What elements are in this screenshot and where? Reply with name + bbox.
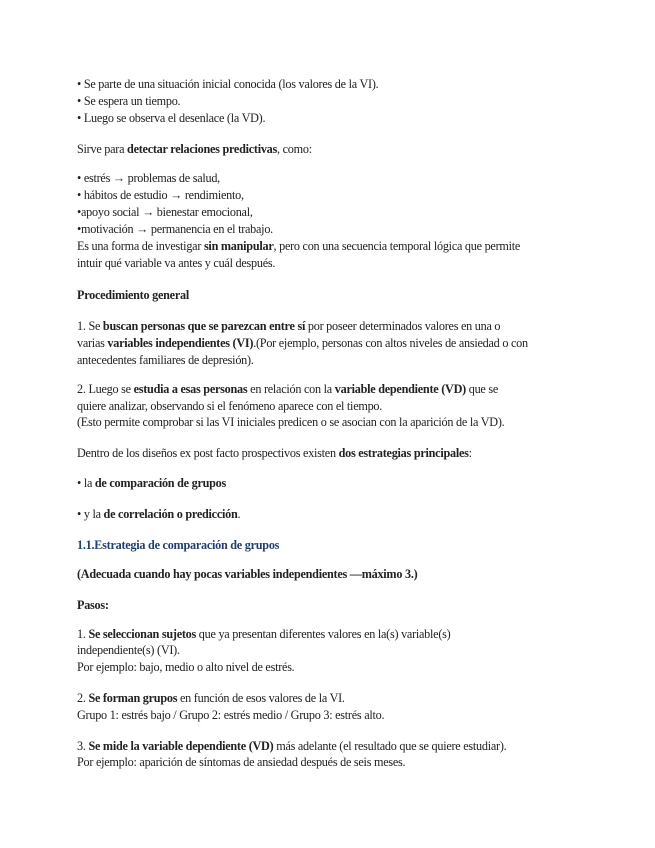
intro-bullet-2: • Se espera un tiempo. xyxy=(77,94,181,108)
section-heading: 1.1.Estrategia de comparación de grupos xyxy=(77,538,280,552)
example-1: • estrés → problemas de salud, xyxy=(77,171,220,185)
procedure-title-text: Procedimiento general xyxy=(77,288,189,302)
strat2-post: . xyxy=(237,507,241,521)
example-3: •apoyo social → bienestar emocional, xyxy=(77,205,253,219)
adecuada-text: (Adecuada cuando hay pocas variables independientes —máximo 3.) xyxy=(77,567,418,581)
step3-b: más adelante (el resultado que se quiere estudiar). xyxy=(273,739,507,753)
example-4: •motivación → permanencia en el trabajo. xyxy=(77,222,273,236)
step-2-line-2: Grupo 1: estrés bajo / Grupo 2: estrés medio / Grupo 3: estrés alto. xyxy=(77,708,385,722)
step-1-line-2: independiente(s) (VI). xyxy=(77,643,180,657)
p1-e: .(Por ejemplo, personas con altos niveles de ansiedad o con xyxy=(253,336,528,350)
p2-line-2: quiere analizar, observando si el fenómeno aparece con el tiempo. xyxy=(77,399,383,413)
p1-d: varias xyxy=(77,336,108,350)
pasos-text: Pasos: xyxy=(77,598,109,612)
p1-b1: buscan personas que se parezcan entre sí xyxy=(102,319,306,333)
p1-line-2 xyxy=(77,336,528,351)
step2-bold: Se forman grupos xyxy=(88,691,178,705)
strat2-pre: • y la xyxy=(77,507,104,521)
dentro-bold: dos estrategias principales xyxy=(338,446,469,460)
p1-b2: variables independientes (VI) xyxy=(107,336,254,350)
strat1-bold: de comparación de grupos xyxy=(94,476,227,490)
dentro-post: : xyxy=(468,446,472,460)
p2-a: 2. Luego se xyxy=(77,382,134,396)
step-3-line-2: Por ejemplo: aparición de síntomas de ansiedad después de seis meses. xyxy=(77,755,406,769)
p1-a: 1. Se xyxy=(77,319,103,333)
p2-line-3: (Esto permite comprobar si las VI iniciales predicen o se asocian con la aparición de la VD). xyxy=(77,415,505,429)
forma-pre: Es una forma de investigar xyxy=(77,239,204,253)
p2-b1: estudia a esas personas xyxy=(133,382,248,396)
p2-b2: variable dependiente (VD) xyxy=(334,382,466,396)
dentro-paragraph xyxy=(77,446,472,461)
sirve-pre: Sirve para xyxy=(77,142,128,156)
step1-a: 1. xyxy=(77,627,89,641)
sirve-post: , como: xyxy=(277,142,312,156)
procedure-title xyxy=(77,288,189,303)
step2-a: 2. xyxy=(77,691,89,705)
strat1-pre: • la xyxy=(77,476,95,490)
step-1-line-3: Por ejemplo: bajo, medio o alto nivel de estrés. xyxy=(77,660,295,674)
dentro-pre: Dentro de los diseños ex post facto prospectivos existen xyxy=(77,446,339,460)
example-2: • hábitos de estudio → rendimiento, xyxy=(77,188,244,202)
p2-d: que se xyxy=(465,382,499,396)
intro-bullet-3: • Luego se observa el desenlace (la VD). xyxy=(77,111,266,125)
sirve-paragraph xyxy=(77,142,312,157)
forma-bold: sin manipular xyxy=(203,239,274,253)
step1-bold: Se seleccionan sujetos xyxy=(88,627,196,641)
forma-line-1 xyxy=(77,239,520,254)
p2-line-1 xyxy=(77,382,498,397)
strategy-2 xyxy=(77,507,240,522)
step1-b: que ya presentan diferentes valores en la(s) variable(s) xyxy=(196,627,451,641)
step2-b: en función de esos valores de la VI. xyxy=(177,691,345,705)
forma-post: , pero con una secuencia temporal lógica que permite xyxy=(273,239,521,253)
step3-bold: Se mide la variable dependiente (VD) xyxy=(88,739,274,753)
sirve-bold: detectar relaciones predictivas xyxy=(127,142,278,156)
step-2-line-1 xyxy=(77,691,345,706)
p1-line-1 xyxy=(77,319,500,334)
strat2-bold: de correlación o predicción xyxy=(103,507,238,521)
pasos-heading xyxy=(77,598,109,613)
strategy-1 xyxy=(77,476,226,491)
p2-c: en relación con la xyxy=(247,382,335,396)
intro-bullet-1: • Se parte de una situación inicial conocida (los valores de la VI). xyxy=(77,77,379,91)
adecuada-note xyxy=(77,567,417,582)
forma-line-2: intuir qué variable va antes y cuál después. xyxy=(77,256,276,270)
step-1-line-1 xyxy=(77,627,450,642)
p1-line-3: antecedentes familiares de depresión). xyxy=(77,353,254,367)
p1-c: por poseer determinados valores en una o xyxy=(305,319,501,333)
step3-a: 3. xyxy=(77,739,89,753)
step-3-line-1 xyxy=(77,739,506,754)
